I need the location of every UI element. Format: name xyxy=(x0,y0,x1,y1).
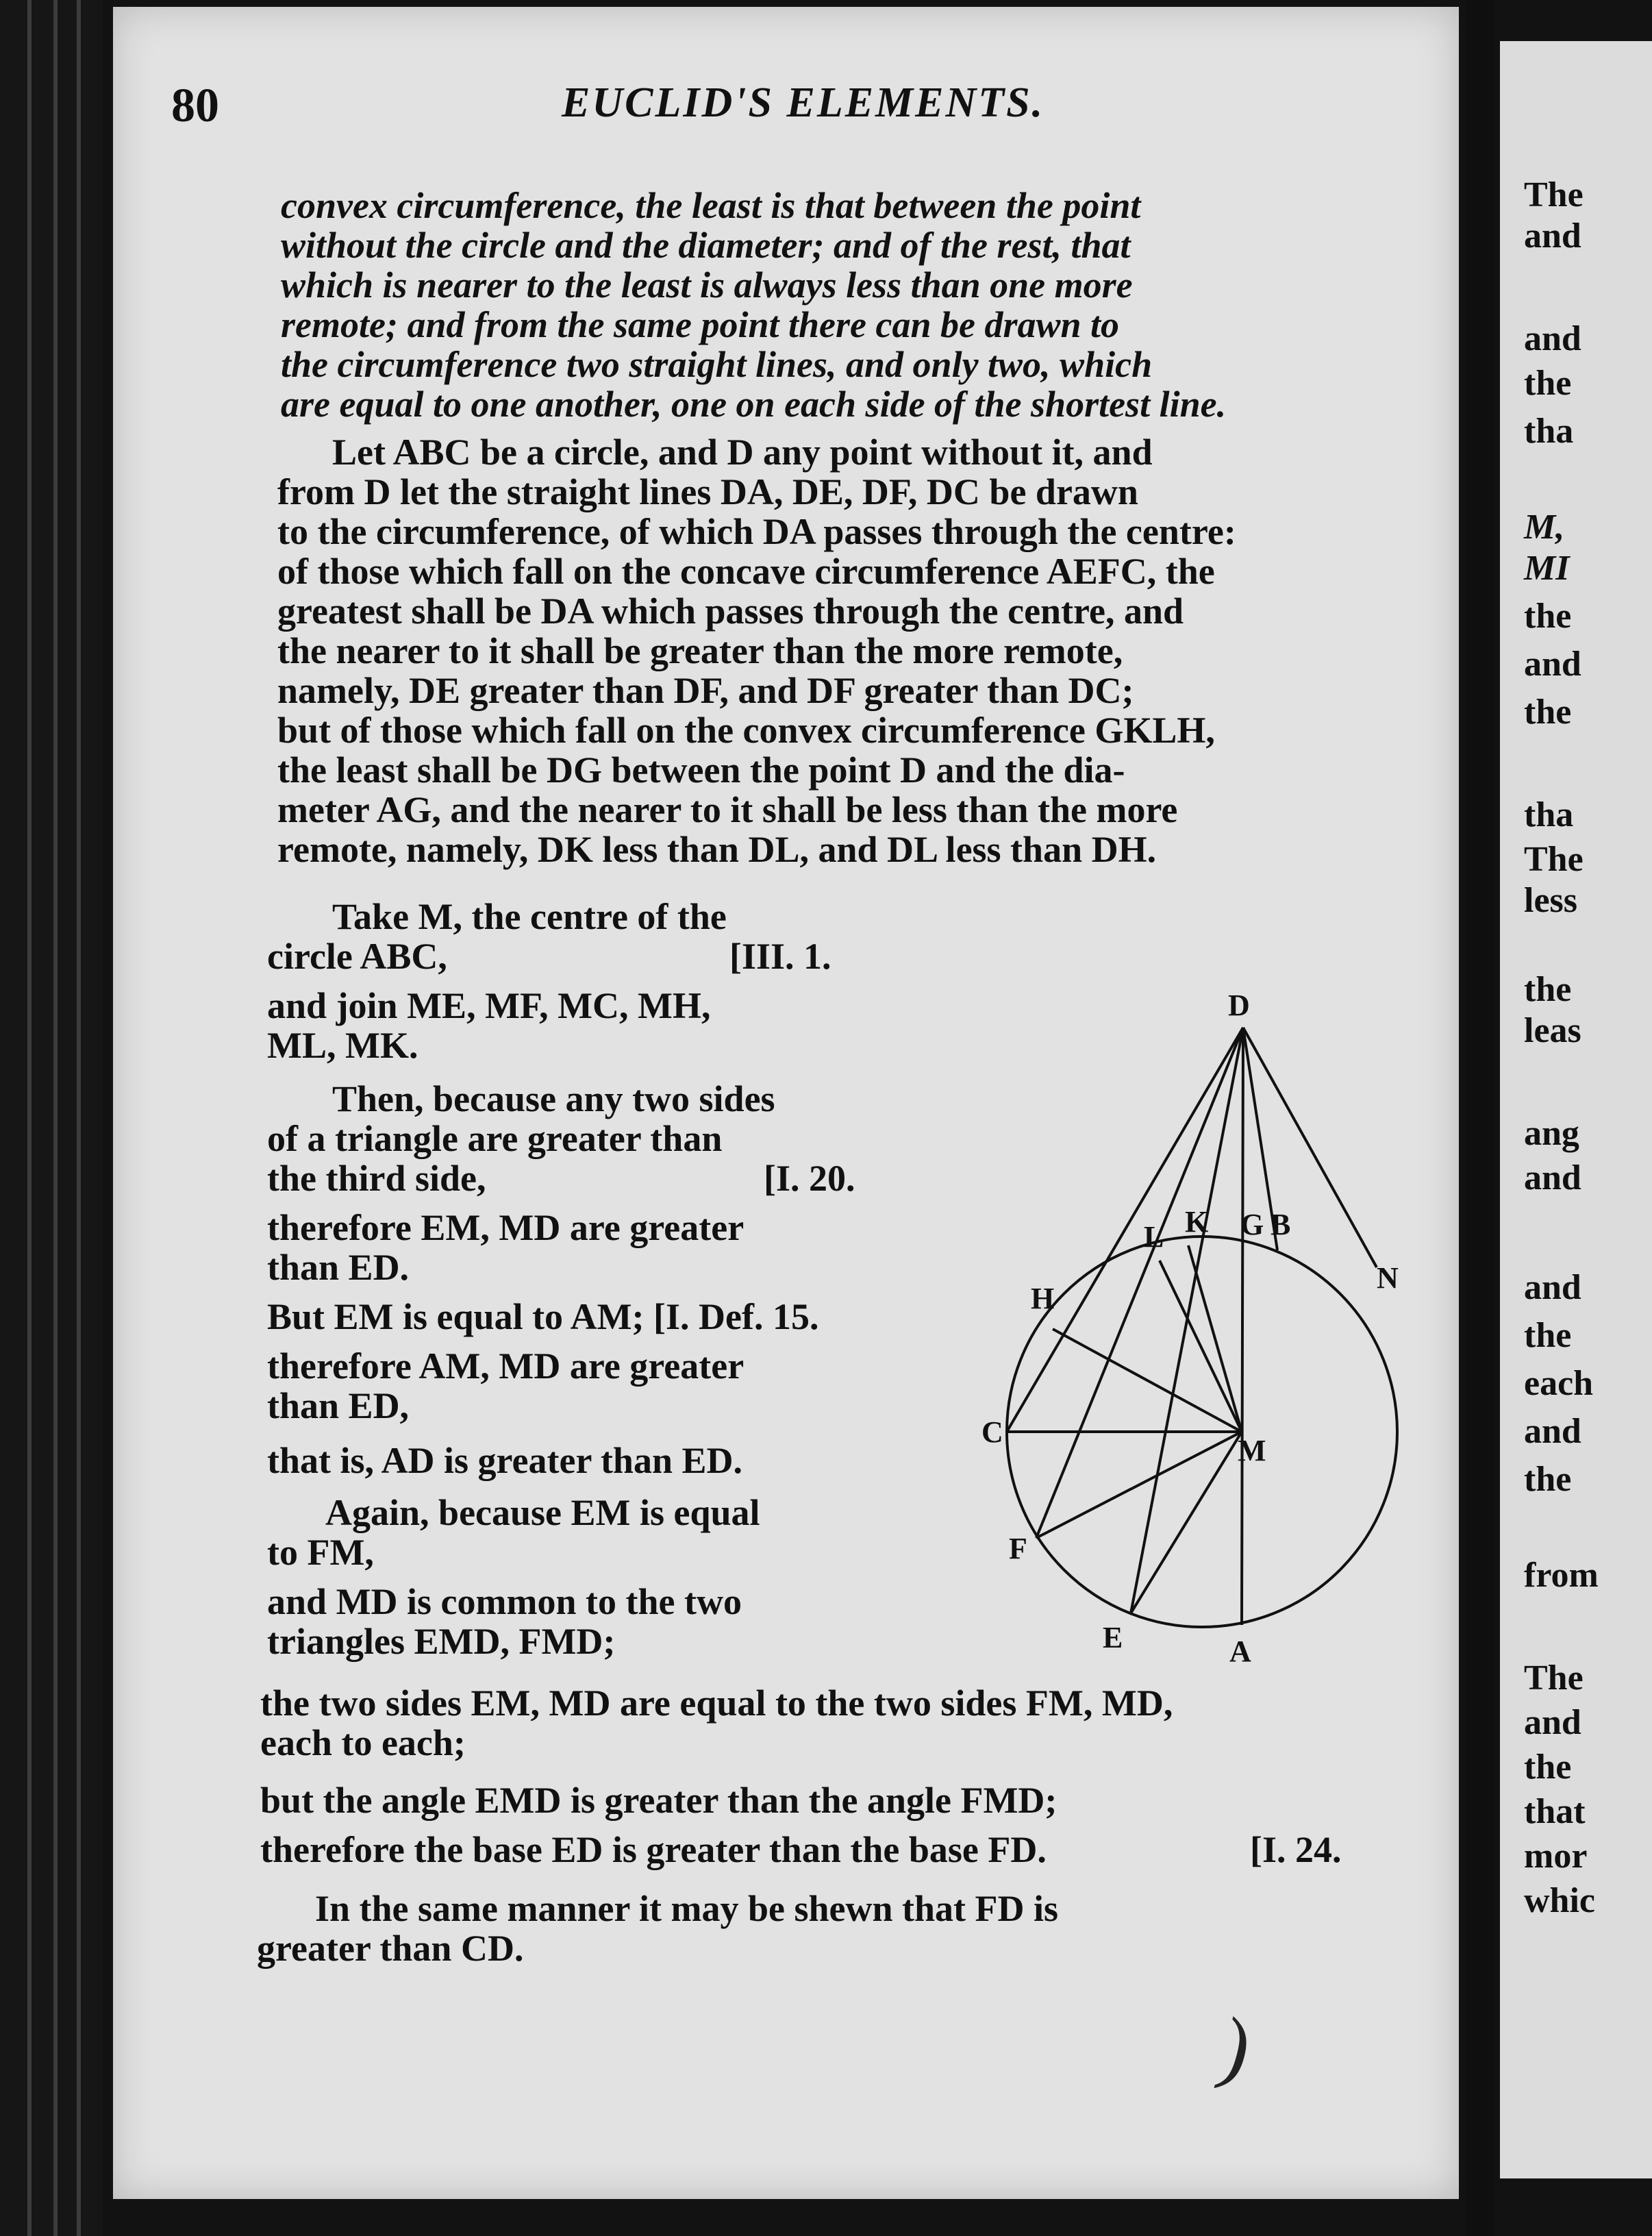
facing-page-fragment: and xyxy=(1524,1268,1581,1307)
page-gutter xyxy=(1466,0,1494,2236)
label-l: L xyxy=(1144,1220,1164,1254)
pencil-mark: ) xyxy=(1211,2000,1262,2095)
text-line: greatest shall be DA which passes through the centre, and xyxy=(277,591,1184,632)
facing-page-fragment: from xyxy=(1524,1556,1599,1595)
facing-page-fragment: and xyxy=(1524,1412,1581,1451)
text-line: to FM, xyxy=(267,1532,374,1573)
line-mh xyxy=(1053,1329,1242,1432)
facing-page-fragment: the xyxy=(1524,1460,1572,1499)
cross-reference: [I. 20. xyxy=(764,1158,855,1199)
text-line: Again, because EM is equal xyxy=(325,1492,760,1533)
text-line: But EM is equal to AM; [I. Def. 15. xyxy=(267,1296,819,1337)
text-line: greater than CD. xyxy=(257,1928,524,1969)
circle-diagram xyxy=(981,973,1483,1678)
text-line: the circumference two straight lines, and only two, which xyxy=(281,344,1153,385)
running-title: EUCLID'S ELEMENTS. xyxy=(562,79,1045,126)
facing-page-fragment: tha xyxy=(1524,412,1574,451)
line-df xyxy=(1036,1028,1243,1538)
text-line: ML, MK. xyxy=(267,1025,418,1066)
text-line: without the circle and the diameter; and of the rest, that xyxy=(281,225,1131,266)
label-b: B xyxy=(1271,1208,1291,1241)
text-line: than ED, xyxy=(267,1385,410,1426)
facing-page-fragment: whic xyxy=(1524,1881,1595,1920)
text-line: and join ME, MF, MC, MH, xyxy=(267,985,711,1026)
text-line: of those which fall on the concave circumference AEFC, the xyxy=(277,551,1215,592)
text-line: each to each; xyxy=(260,1722,466,1763)
text-line: the third side, xyxy=(267,1158,486,1199)
text-line: are equal to one another, one on each side of the shortest line. xyxy=(281,384,1227,425)
text-line: than ED. xyxy=(267,1247,410,1288)
label-k: K xyxy=(1185,1205,1209,1239)
text-line: remote; and from the same point there can be drawn to xyxy=(281,304,1120,345)
page-number: 80 xyxy=(171,79,219,132)
facing-page-fragment: the xyxy=(1524,693,1572,732)
cross-reference: [I. 24. xyxy=(1250,1829,1342,1870)
text-line: circle ABC, xyxy=(267,936,447,977)
facing-page-fragment: and xyxy=(1524,319,1581,358)
binding-edge-line xyxy=(77,0,81,2236)
facing-page-fragment: leas xyxy=(1524,1011,1581,1050)
facing-page-fragment: MI xyxy=(1524,549,1570,588)
text-line: triangles EMD, FMD; xyxy=(267,1621,616,1662)
label-f: F xyxy=(1009,1532,1027,1565)
facing-page-fragment: the xyxy=(1524,597,1572,636)
text-line: and MD is common to the two xyxy=(267,1581,742,1622)
facing-page-fragment: The xyxy=(1524,840,1584,879)
text-line: In the same manner it may be shewn that FD is xyxy=(315,1888,1059,1929)
text-line: Take M, the centre of the xyxy=(332,896,727,937)
facing-page-fragment: M, xyxy=(1524,508,1565,547)
facing-page-edge xyxy=(1500,41,1652,2178)
facing-page-fragment: ang xyxy=(1524,1114,1579,1153)
facing-page-fragment: and xyxy=(1524,645,1581,684)
facing-page-fragment: less xyxy=(1524,881,1577,920)
label-c: C xyxy=(981,1415,1003,1449)
label-a: A xyxy=(1229,1635,1251,1668)
facing-page-fragment: the xyxy=(1524,364,1572,403)
text-line: that is, AD is greater than ED. xyxy=(267,1440,743,1481)
label-d: D xyxy=(1228,989,1250,1022)
facing-page-fragment: and xyxy=(1524,216,1581,256)
binding-edge-line xyxy=(27,0,32,2236)
facing-page-fragment: The xyxy=(1524,1659,1584,1698)
text-line: the least shall be DG between the point D and the dia- xyxy=(277,749,1125,791)
facing-page-fragment: and xyxy=(1524,1703,1581,1742)
text-line: Let ABC be a circle, and D any point without it, and xyxy=(332,432,1153,473)
text-line: from D let the straight lines DA, DE, DF, DC be drawn xyxy=(277,471,1138,512)
text-line: namely, DE greater than DF, and DF greater than DC; xyxy=(277,670,1134,711)
text-line: but the angle EMD is greater than the angle FMD; xyxy=(260,1780,1057,1821)
binding-edge-line xyxy=(53,0,58,2236)
text-line: the nearer to it shall be greater than the more remote, xyxy=(277,630,1123,671)
text-line: meter AG, and the nearer to it shall be less than the more xyxy=(277,789,1178,830)
text-line: therefore EM, MD are greater xyxy=(267,1207,744,1248)
text-line: convex circumference, the least is that between the point xyxy=(281,185,1141,226)
facing-page-fragment: the xyxy=(1524,1316,1572,1355)
label-n: N xyxy=(1377,1261,1399,1295)
book-binding-left xyxy=(0,0,103,2236)
label-e: E xyxy=(1103,1621,1123,1654)
line-da xyxy=(1242,1028,1243,1625)
label-h: H xyxy=(1031,1282,1055,1315)
facing-page-fragment: The xyxy=(1524,175,1584,214)
text-line: of a triangle are greater than xyxy=(267,1118,723,1159)
text-line: therefore the base ED is greater than the base FD. xyxy=(260,1829,1047,1870)
facing-page-fragment: the xyxy=(1524,1748,1572,1787)
cross-reference: [III. 1. xyxy=(729,936,831,977)
facing-page-fragment: the xyxy=(1524,970,1572,1009)
label-g: G xyxy=(1240,1208,1264,1241)
label-m: M xyxy=(1238,1434,1266,1467)
text-line: the two sides EM, MD are equal to the two sides FM, MD, xyxy=(260,1682,1173,1724)
facing-page-fragment: each xyxy=(1524,1364,1594,1403)
text-line: Then, because any two sides xyxy=(332,1078,775,1119)
text-line: but of those which fall on the convex circumference GKLH, xyxy=(277,710,1215,751)
text-line: which is nearer to the least is always less than one more xyxy=(281,264,1133,306)
text-line: to the circumference, of which DA passes through the centre: xyxy=(277,511,1236,552)
line-mf xyxy=(1036,1432,1242,1538)
facing-page-fragment: tha xyxy=(1524,795,1574,834)
facing-page-fragment: mor xyxy=(1524,1837,1588,1876)
text-line: remote, namely, DK less than DL, and DL less than DH. xyxy=(277,829,1157,870)
facing-page-fragment: and xyxy=(1524,1158,1581,1197)
facing-page-fragment: that xyxy=(1524,1792,1586,1831)
book-page xyxy=(113,7,1459,2199)
text-line: therefore AM, MD are greater xyxy=(267,1345,744,1387)
